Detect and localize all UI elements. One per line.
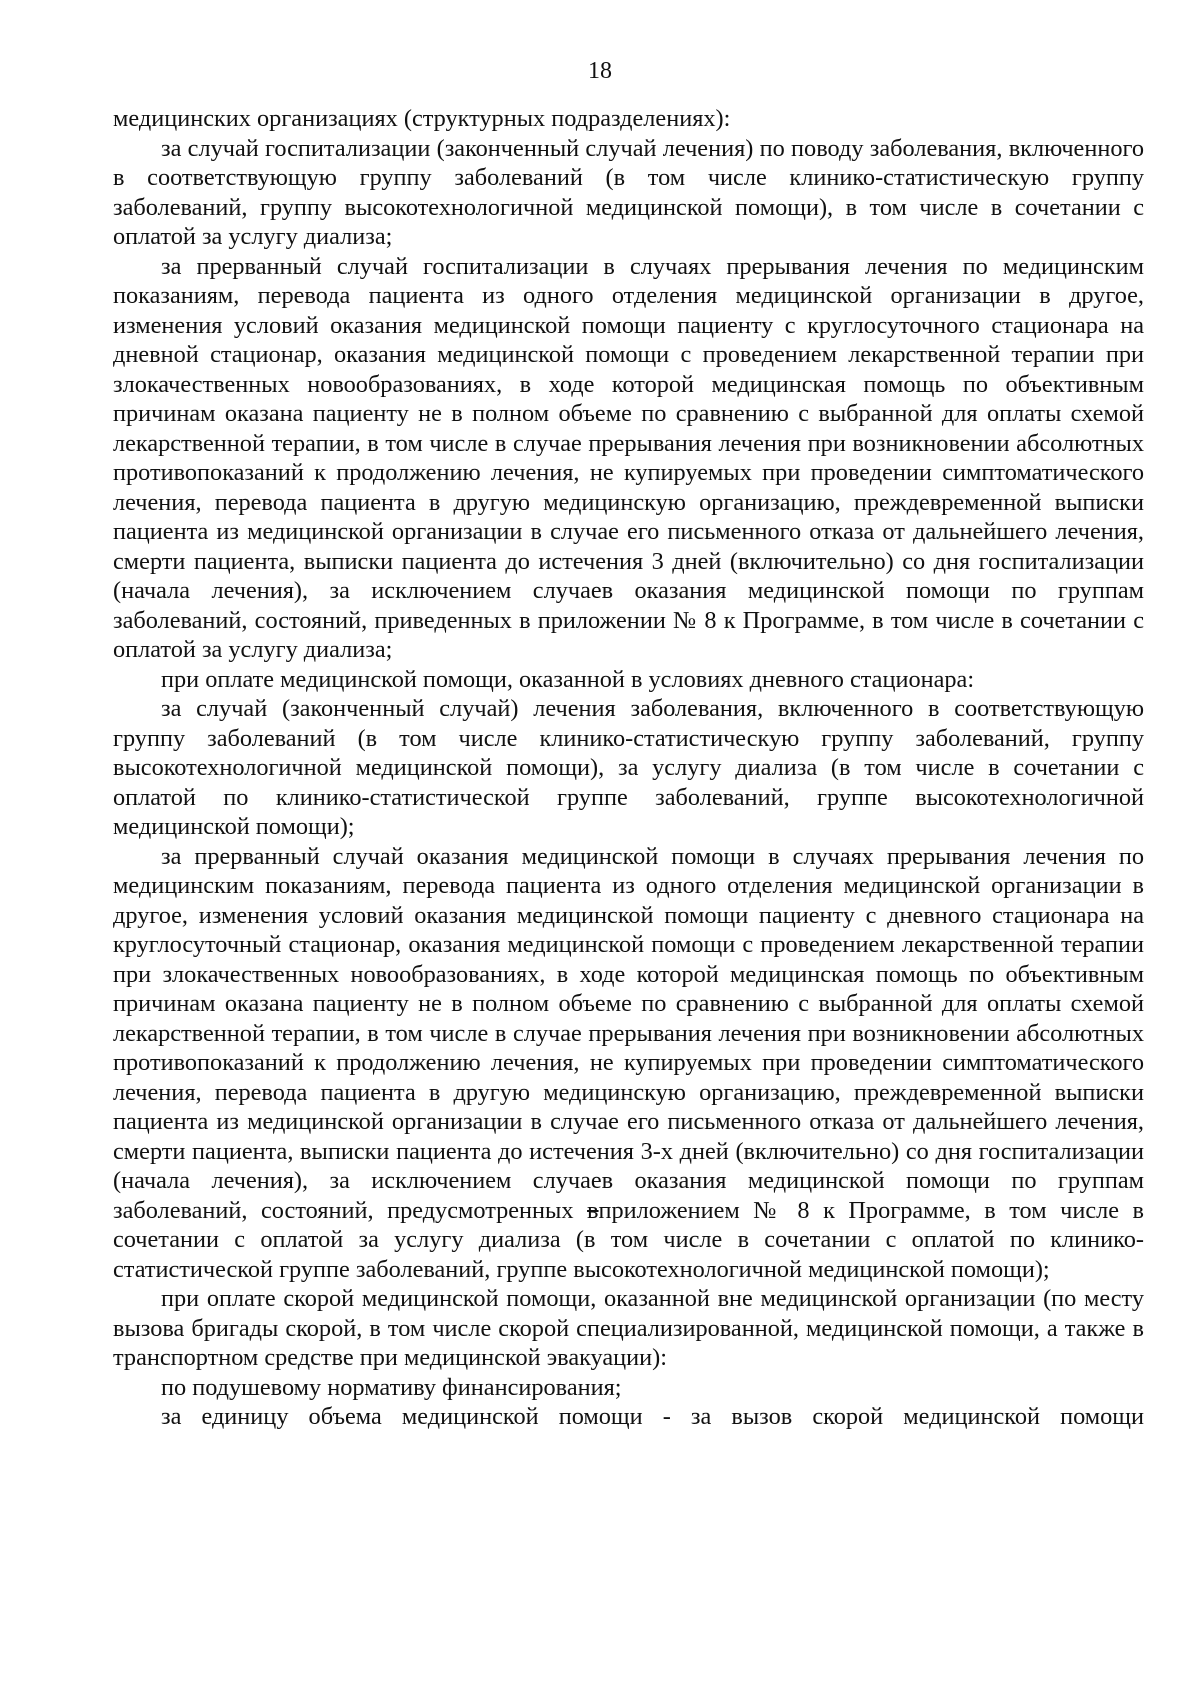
- interrupted-day-hospital-text-end: приложением № 8 к Программе, в том числе в сочетании с оплатой за услугу диализа (в том числе в сочетании с оплатой по клинико-статистической группе заболеваний, группе высокотехнологичной медицинской помощи);: [113, 1196, 1144, 1283]
- struck-out-preposition: в: [587, 1196, 599, 1224]
- paragraph-emergency-care: при оплате скорой медицинской помощи, оказанной вне медицинской организации (по месту вызова бригады скорой, в том числе скорой специализированной, медицинской помощи, а также в транспортном средстве при медицинской эвакуации):: [113, 1285, 1144, 1371]
- paragraph-intro: медицинских организациях (структурных подразделениях):: [113, 105, 731, 132]
- paragraph-day-hospital-heading: при оплате медицинской помощи, оказанной в условиях дневного стационара:: [161, 665, 975, 693]
- page-number: 18: [588, 58, 612, 84]
- document-body: [113, 104, 1144, 1432]
- paragraph-per-capita-norm: по подушевому нормативу финансирования;: [161, 1373, 622, 1401]
- paragraph-unit-volume: за единицу объема медицинской помощи - за вызов скорой медицинской помощи: [161, 1403, 1144, 1430]
- paragraph-interrupted-hospitalization: за прерванный случай госпитализации в случаях прерывания лечения по медицинским показаниям, перевода пациента из одного отделения медицинской организации в другое, изменения условий оказания медицинской помощи пациенту с круглосуточного стационара на дневной стационар, оказания медицинской помощи с проведением лекарственной терапии при злокачественных новообразованиях, в ходе которой медицинская помощь по объективным причинам оказана пациенту не в полном объеме по сравнению с выбранной для оплаты схемой лекарственной терапии, в том числе в случае прерывания лечения при возникновении абсолютных противопоказаний к продолжению лечения, не купируемых при проведении симптоматического лечения, перевода пациента в другую медицинскую организацию, преждевременной выписки пациента из медицинской организации в случае его письменного отказа от дальнейшего лечения, смерти пациента, выписки пациента до истечения 3 дней (включительно) со дня госпитализации (начала лечения), за исключением случаев оказания медицинской помощи по группам заболеваний, состояний, приведенных в приложении № 8 к Программе, в том числе в сочетании с оплатой за услугу диализа;: [113, 252, 1144, 663]
- paragraph-interrupted-day-hospital: [113, 842, 1144, 1285]
- paragraph-hospitalization-case: за случай госпитализации (законченный случай лечения) по поводу заболевания, включенного в соответствующую группу заболеваний (в том числе клинико-статистическую группу заболеваний, группу высокотехнологичной медицинской помощи), в том числе в сочетании с оплатой за услугу диализа;: [113, 134, 1144, 250]
- paragraph-day-hospital-case: за случай (законченный случай) лечения заболевания, включенного в соответствующую группу заболеваний (в том числе клинико-статистическую группу заболеваний, группу высокотехнологичной медицинской помощи), за услугу диализа (в том числе в сочетании с оплатой по клинико-статистической группе заболеваний, группе высокотехнологичной медицинской помощи);: [113, 695, 1144, 840]
- interrupted-day-hospital-text-start: за прерванный случай оказания медицинской помощи в случаях прерывания лечения по медицинским показаниям, перевода пациента из одного отделения медицинской организации в другое, изменения условий оказания медицинской помощи пациенту с дневного стационара на круглосуточный стационар, оказания медицинской помощи с проведением лекарственной терапии при злокачественных новообразованиях, в ходе которой медицинская помощь по объективным причинам оказана пациенту не в полном объеме по сравнению с выбранной для оплаты схемой лекарственной терапии, в том числе в случае прерывания лечения при возникновении абсолютных противопоказаний к продолжению лечения, не купируемых при проведении симптоматического лечения, перевода пациента в другую медицинскую организацию, преждевременной выписки пациента из медицинской организации в случае его письменного отказа от дальнейшего лечения, смерти пациента, выписки пациента до истечения 3-х дней (включительно) со дня госпитализации (начала лечения), за исключением случаев оказания медицинской помощи по группам заболеваний, состояний, предусмотренных: [113, 842, 1144, 1224]
